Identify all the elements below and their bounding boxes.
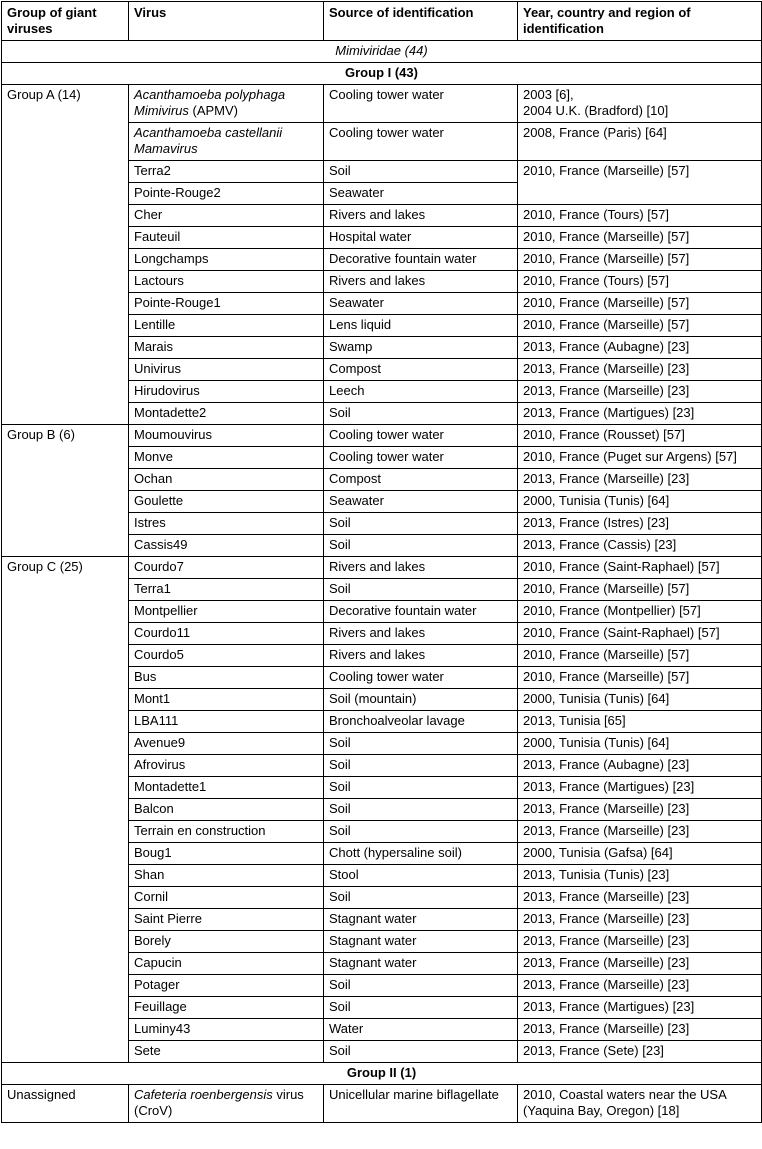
table-container [1, 1, 762, 1123]
year-cell: 2010, France (Montpellier) [57] [518, 601, 762, 623]
year-cell: 2013, France (Marseille) [23] [518, 953, 762, 975]
virus-cell: Saint Pierre [129, 909, 324, 931]
source-cell: Rivers and lakes [324, 645, 518, 667]
group-label-cell: Group B (6) [2, 425, 129, 557]
virus-name-italic: Acanthamoeba castellanii Mamavirus [134, 125, 283, 156]
source-cell: Soil [324, 161, 518, 183]
source-cell: Soil [324, 887, 518, 909]
year-cell: 2010, France (Tours) [57] [518, 271, 762, 293]
year-cell: 2013, France (Istres) [23] [518, 513, 762, 535]
year-cell: 2010, France (Tours) [57] [518, 205, 762, 227]
virus-cell: Cher [129, 205, 324, 227]
source-cell: Cooling tower water [324, 123, 518, 161]
source-cell: Rivers and lakes [324, 271, 518, 293]
virus-cell: Hirudovirus [129, 381, 324, 403]
source-cell: Cooling tower water [324, 425, 518, 447]
year-cell: 2013, France (Marseille) [23] [518, 469, 762, 491]
year-cell: 2013, France (Marseille) [23] [518, 381, 762, 403]
virus-cell: Balcon [129, 799, 324, 821]
source-cell: Stool [324, 865, 518, 887]
virus-cell: Avenue9 [129, 733, 324, 755]
group-label-cell: Unassigned [2, 1085, 129, 1123]
virus-cell: Capucin [129, 953, 324, 975]
year-cell: 2000, Tunisia (Tunis) [64] [518, 491, 762, 513]
virus-cell: Borely [129, 931, 324, 953]
virus-name-suffix: (APMV) [188, 103, 239, 118]
year-cell: 2013, France (Martigues) [23] [518, 403, 762, 425]
source-cell: Decorative fountain water [324, 601, 518, 623]
source-cell: Soil [324, 799, 518, 821]
virus-cell: Sete [129, 1041, 324, 1063]
virus-cell [129, 85, 324, 123]
year-cell: 2010, France (Saint-Raphael) [57] [518, 623, 762, 645]
year-cell: 2013, Tunisia [65] [518, 711, 762, 733]
virus-cell: Boug1 [129, 843, 324, 865]
header-year: Year, country and region of identification [518, 2, 762, 41]
table-row [2, 85, 762, 123]
source-cell: Soil [324, 1041, 518, 1063]
source-cell: Cooling tower water [324, 667, 518, 689]
virus-cell: Istres [129, 513, 324, 535]
year-cell: 2013, France (Martigues) [23] [518, 777, 762, 799]
source-cell: Soil [324, 403, 518, 425]
source-cell: Soil [324, 535, 518, 557]
group1-label: Group I (43) [2, 63, 762, 85]
virus-cell: Monve [129, 447, 324, 469]
group2-label: Group II (1) [2, 1063, 762, 1085]
year-cell: 2013, France (Marseille) [23] [518, 1019, 762, 1041]
header-group: Group of giant viruses [2, 2, 129, 41]
virus-cell: Courdo7 [129, 557, 324, 579]
group-label-cell: Group A (14) [2, 85, 129, 425]
source-cell: Rivers and lakes [324, 557, 518, 579]
table-row [2, 1085, 762, 1123]
source-cell: Soil [324, 513, 518, 535]
source-cell: Compost [324, 469, 518, 491]
virus-cell: Potager [129, 975, 324, 997]
source-cell: Swamp [324, 337, 518, 359]
table-body [2, 41, 762, 1123]
year-cell: 2013, France (Sete) [23] [518, 1041, 762, 1063]
source-cell: Soil [324, 579, 518, 601]
year-cell: 2010, France (Marseille) [57] [518, 667, 762, 689]
source-cell: Rivers and lakes [324, 623, 518, 645]
year-cell: 2013, France (Marseille) [23] [518, 909, 762, 931]
year-cell: 2013, France (Marseille) [23] [518, 821, 762, 843]
year-cell: 2010, France (Marseille) [57] [518, 161, 762, 205]
source-cell: Leech [324, 381, 518, 403]
virus-cell: Goulette [129, 491, 324, 513]
year-cell: 2010, France (Marseille) [57] [518, 645, 762, 667]
family-label: Mimiviridae (44) [335, 43, 428, 58]
header-source: Source of identification [324, 2, 518, 41]
virus-cell: LBA111 [129, 711, 324, 733]
year-cell: 2013, France (Marseille) [23] [518, 799, 762, 821]
virus-cell: Luminy43 [129, 1019, 324, 1041]
virus-cell: Marais [129, 337, 324, 359]
source-cell: Soil [324, 975, 518, 997]
source-cell: Soil [324, 821, 518, 843]
virus-cell: Cornil [129, 887, 324, 909]
source-cell: Seawater [324, 491, 518, 513]
year-cell: 2010, Coastal waters near the USA (Yaquina Bay, Oregon) [18] [518, 1085, 762, 1123]
source-cell: Chott (hypersaline soil) [324, 843, 518, 865]
source-cell: Seawater [324, 293, 518, 315]
virus-cell: Feuillage [129, 997, 324, 1019]
source-cell: Cooling tower water [324, 447, 518, 469]
source-cell: Soil [324, 755, 518, 777]
group-row [2, 63, 762, 85]
virus-cell [129, 123, 324, 161]
year-cell: 2000, Tunisia (Tunis) [64] [518, 689, 762, 711]
virus-cell: Univirus [129, 359, 324, 381]
source-cell: Unicellular marine biflagellate [324, 1085, 518, 1123]
virus-cell: Afrovirus [129, 755, 324, 777]
virus-cell: Montpellier [129, 601, 324, 623]
source-cell: Rivers and lakes [324, 205, 518, 227]
source-cell: Water [324, 1019, 518, 1041]
year-cell: 2010, France (Marseille) [57] [518, 227, 762, 249]
year-cell: 2010, France (Puget sur Argens) [57] [518, 447, 762, 469]
virus-cell: Terra2 [129, 161, 324, 183]
virus-cell: Moumouvirus [129, 425, 324, 447]
virus-cell: Montadette1 [129, 777, 324, 799]
year-cell: 2013, France (Cassis) [23] [518, 535, 762, 557]
source-cell: Stagnant water [324, 953, 518, 975]
virus-cell: Ochan [129, 469, 324, 491]
giant-virus-table [1, 1, 762, 1123]
header-row [2, 2, 762, 41]
virus-cell: Cassis49 [129, 535, 324, 557]
year-cell: 2010, France (Saint-Raphael) [57] [518, 557, 762, 579]
virus-name-suffix: virus (CroV) [134, 1087, 304, 1118]
virus-cell: Pointe-Rouge1 [129, 293, 324, 315]
source-cell: Soil [324, 733, 518, 755]
virus-cell: Pointe-Rouge2 [129, 183, 324, 205]
source-cell: Bronchoalveolar lavage [324, 711, 518, 733]
group-label-cell: Group C (25) [2, 557, 129, 1063]
virus-name-italic: Acanthamoeba polyphaga Mimivirus [134, 87, 286, 118]
source-cell: Seawater [324, 183, 518, 205]
table-row [2, 425, 762, 447]
virus-cell: Shan [129, 865, 324, 887]
header-virus: Virus [129, 2, 324, 41]
group-row [2, 1063, 762, 1085]
year-cell: 2010, France (Marseille) [57] [518, 579, 762, 601]
year-cell: 2013, France (Marseille) [23] [518, 931, 762, 953]
source-cell: Compost [324, 359, 518, 381]
year-cell: 2000, Tunisia (Tunis) [64] [518, 733, 762, 755]
source-cell: Soil (mountain) [324, 689, 518, 711]
virus-cell: Fauteuil [129, 227, 324, 249]
year-cell: 2010, France (Marseille) [57] [518, 249, 762, 271]
year-cell: 2013, France (Marseille) [23] [518, 975, 762, 997]
year-cell: 2000, Tunisia (Gafsa) [64] [518, 843, 762, 865]
source-cell: Decorative fountain water [324, 249, 518, 271]
source-cell: Soil [324, 777, 518, 799]
virus-cell: Bus [129, 667, 324, 689]
source-cell: Lens liquid [324, 315, 518, 337]
year-cell: 2013, France (Marseille) [23] [518, 887, 762, 909]
virus-cell: Longchamps [129, 249, 324, 271]
year-cell: 2013, France (Aubagne) [23] [518, 337, 762, 359]
source-cell: Cooling tower water [324, 85, 518, 123]
source-cell: Hospital water [324, 227, 518, 249]
year-cell: 2013, France (Marseille) [23] [518, 359, 762, 381]
year-cell: 2013, Tunisia (Tunis) [23] [518, 865, 762, 887]
virus-cell: Lactours [129, 271, 324, 293]
family-row [2, 41, 762, 63]
year-cell: 2013, France (Martigues) [23] [518, 997, 762, 1019]
virus-cell: Terra1 [129, 579, 324, 601]
year-line: 2004 U.K. (Bradford) [10] [523, 103, 669, 118]
virus-cell: Montadette2 [129, 403, 324, 425]
year-cell: 2010, France (Marseille) [57] [518, 293, 762, 315]
virus-cell: Courdo11 [129, 623, 324, 645]
virus-cell: Lentille [129, 315, 324, 337]
virus-name-italic: Cafeteria roenbergensis [134, 1087, 273, 1102]
source-cell: Stagnant water [324, 931, 518, 953]
year-cell: 2010, France (Marseille) [57] [518, 315, 762, 337]
year-cell [518, 85, 762, 123]
source-cell: Soil [324, 997, 518, 1019]
virus-cell: Courdo5 [129, 645, 324, 667]
virus-cell: Terrain en construction [129, 821, 324, 843]
virus-cell: Mont1 [129, 689, 324, 711]
year-cell: 2013, France (Aubagne) [23] [518, 755, 762, 777]
virus-cell [129, 1085, 324, 1123]
year-cell: 2008, France (Paris) [64] [518, 123, 762, 161]
source-cell: Stagnant water [324, 909, 518, 931]
table-row [2, 557, 762, 579]
year-line: 2003 [6], [523, 87, 574, 102]
year-cell: 2010, France (Rousset) [57] [518, 425, 762, 447]
